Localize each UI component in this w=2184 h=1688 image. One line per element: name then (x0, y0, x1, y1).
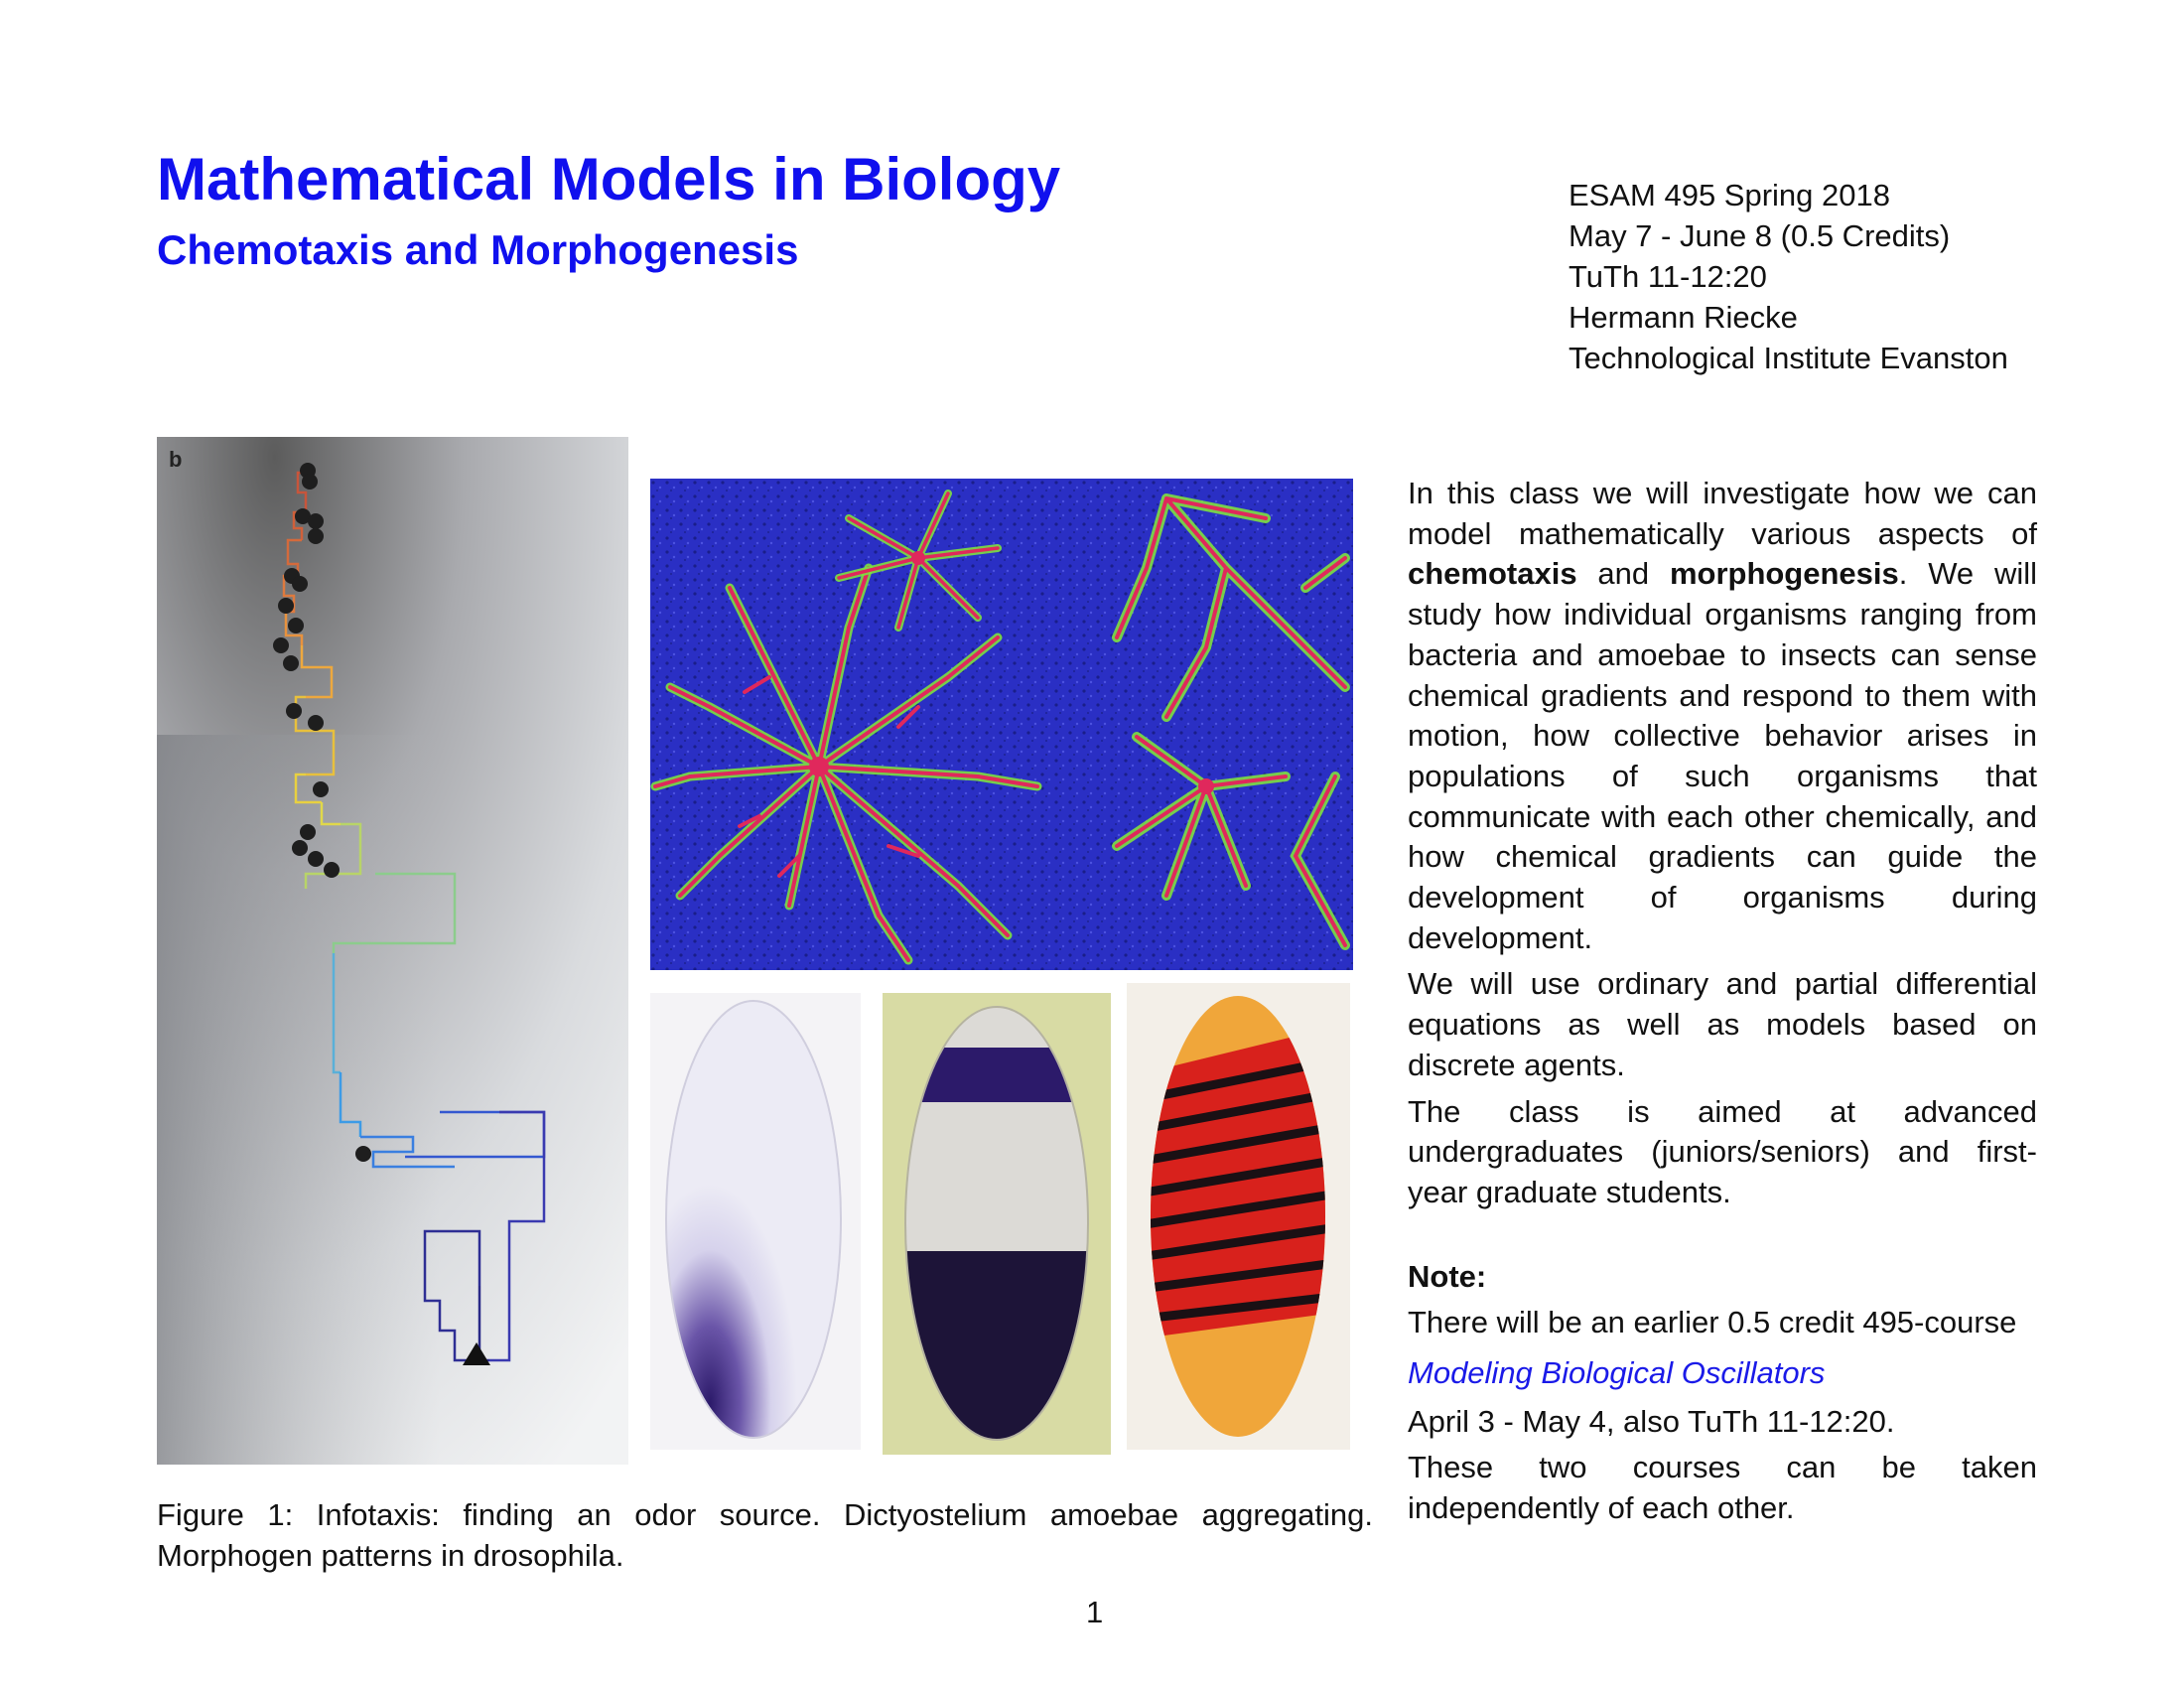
dictyostelium-figure (650, 479, 1353, 970)
embryo-bands-figure (883, 993, 1111, 1455)
caption-line-2: Morphogen patterns in drosophila. (157, 1538, 624, 1573)
course-info (1569, 175, 2008, 378)
embryo-gradient-figure (650, 993, 861, 1450)
note-title: Note: (1408, 1258, 1487, 1294)
panel-label-b: b (169, 447, 183, 472)
course-instructor: Hermann Riecke (1569, 300, 1798, 335)
figure-caption (157, 1494, 1373, 1576)
course-dates: May 7 - June 8 (0.5 Credits) (1569, 218, 1951, 253)
caption-line-1: Figure 1: Infotaxis: finding an odor source. Dictyostelium amoebae aggregating. (157, 1497, 1373, 1532)
page-subtitle: Chemotaxis and Morphogenesis (157, 226, 799, 273)
description-paragraph-3: The class is aimed at advanced undergraduates (juniors/seniors) and first-year graduate students. (1408, 1093, 2037, 1209)
keyword-chemotaxis: chemotaxis (1408, 556, 1577, 592)
description-paragraph-2: We will use ordinary and partial differential equations as well as models based on discrete agents. (1408, 966, 2037, 1082)
page-number: 1 (1086, 1595, 1104, 1629)
keyword-morphogenesis: morphogenesis (1669, 556, 1899, 592)
infotaxis-figure (157, 437, 628, 1465)
note-text-1: There will be an earlier 0.5 credit 495-course (1408, 1305, 2017, 1340)
course-time: TuTh 11-12:20 (1569, 259, 1767, 294)
course-code: ESAM 495 Spring 2018 (1569, 178, 1890, 212)
note-text-3: These two courses can be taken independently of each other. (1408, 1450, 2037, 1526)
course-location: Technological Institute Evanston (1569, 341, 2008, 375)
oscillators-course-link[interactable]: Modeling Biological Oscillators (1408, 1355, 1826, 1391)
note-text-2: April 3 - May 4, also TuTh 11-12:20. (1408, 1403, 1895, 1439)
description-paragraph-1: In this class we will investigate how we can model mathematically various aspects of chemotaxis and morphogenesis. We will study how individual organisms ranging from bacteria and amoebae to insects can sense chemical gradients and respond to them with motion, how collective behavior arises in populations of such organisms that communicate with each other chemically, and how chemical gradients can guide the development of organisms during development. (1408, 476, 2037, 955)
page-title: Mathematical Models in Biology (157, 146, 1061, 212)
course-description (1408, 474, 2037, 1535)
embryo-stripes-figure (1127, 983, 1350, 1450)
